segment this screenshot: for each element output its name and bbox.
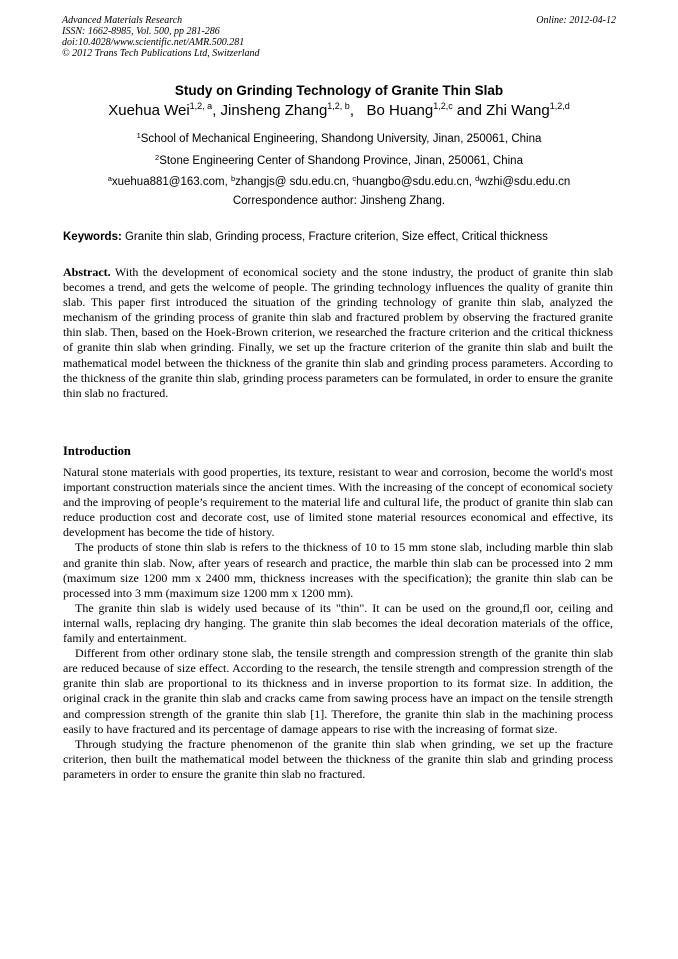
author-separator: and — [452, 102, 487, 119]
email-superscript: b — [230, 174, 236, 183]
doi-line: doi:10.4028/www.scientific.net/AMR.500.281 — [62, 37, 245, 48]
section-heading-introduction: Introduction — [63, 444, 131, 458]
email-address: wzhi@sdu.edu.cn — [479, 176, 571, 188]
paragraph: Natural stone materials with good properties, its texture, resistant to wear and corrosion, become the world's most important construction materials since the ancient times. With the increasing of the concept of economical society and the improving of people’s requirement to the material life and cultural life, the product of granite thin slab can reduce production cost and decorate cost, use of limited stone material resources economical and effective, its development has become the tide of history. — [63, 465, 613, 540]
affiliation-1 — [0, 131, 678, 145]
email-address: xuehua881@163.com, — [111, 176, 231, 188]
paper-title: Study on Grinding Technology of Granite Thin Slab — [174, 83, 504, 98]
author-list — [0, 101, 678, 119]
email-line — [0, 174, 678, 188]
abstract-label: Abstract. — [63, 265, 111, 279]
paragraph: Through studying the fracture phenomenon of the granite thin slab when grinding, we set up the fracture criterion, then built the mathematical model between the thickness of the granite thin slab and grinding process parameters in order to ensure the granite thin slab no fractured. — [63, 736, 613, 781]
introduction-body — [63, 465, 613, 782]
abstract-text: With the development of economical society and the stone industry, the product of granite thin slab becomes a trend, and gets the welcome of people. The grinding technology influences the quality of granite thin slab. This paper first introduced the situation of the grinding technology of granite thin slab, analyzed the mechanism of the grinding process of granite thin slab and fractured problem by observing the fractured granite thin slab. Then, based on the Hoek-Brown criterion, we researched the fracture criterion and the critical thickness of granite thin slab when grinding. Finally, we set up the fracture criterion of the granite thin slab and built the mathematical model between the thickness of the granite thin slab and grinding process parameters. According to the thickness of the granite thin slab, grinding process parameters can be formulated, in order to ensure the granite thin slab no fractured. — [63, 265, 613, 400]
affiliation-superscript: 2 — [155, 153, 160, 162]
abstract — [63, 265, 613, 401]
email-address: huangbo@sdu.edu.cn, — [356, 176, 476, 188]
keywords — [63, 231, 623, 243]
author-name: Jinsheng Zhang — [220, 102, 328, 119]
author-superscript: 1,2, a — [189, 101, 213, 111]
author-name: Xuehua Wei — [108, 102, 190, 119]
affiliation-superscript: 1 — [136, 131, 141, 140]
copyright-line: © 2012 Trans Tech Publications Ltd, Switzerland — [62, 48, 260, 59]
author-separator: , — [349, 102, 367, 119]
author-superscript: 1,2,c — [433, 101, 453, 111]
correspondence-line: Correspondence author: Jinsheng Zhang. — [232, 195, 446, 207]
paragraph: The products of stone thin slab is refers to the thickness of 10 to 15 mm stone slab, including marble thin slab and granite thin slab. Now, after years of research and practice, the marble thin slab can be processed into 2 mm (maximum size 1200 mm x 2400 mm, thickness increases with the specification); the granite thin slab can be processed into 3 mm (maximum size 1200 mm x 1200 mm). — [63, 540, 613, 600]
journal-name: Advanced Materials Research — [62, 15, 183, 26]
email-superscript: c — [352, 174, 357, 183]
affiliation-2 — [0, 153, 678, 167]
author-name: Bo Huang — [366, 102, 434, 119]
author-separator: , — [212, 102, 221, 119]
author-superscript: 1,2, b — [327, 101, 350, 111]
email-superscript: d — [475, 174, 480, 183]
email-address: zhangjs@ sdu.edu.cn, — [235, 176, 353, 188]
online-date: Online: 2012-04-12 — [536, 15, 616, 26]
paragraph: The granite thin slab is widely used because of its "thin". It can be used on the ground,fl oor, ceiling and internal walls, replacing dry hanging. The granite thin slab becomes the ideal decoration materials of the office, family and entertainment. — [63, 600, 613, 646]
keywords-label: Keywords: — [63, 231, 122, 243]
email-superscript: a — [107, 174, 112, 183]
affiliation-text: School of Mechanical Engineering, Shandong University, Jinan, 250061, China — [140, 133, 542, 145]
author-superscript: 1,2,d — [549, 101, 570, 111]
author-name: Zhi Wang — [486, 102, 550, 119]
issn-line: ISSN: 1662-8985, Vol. 500, pp 281-286 — [62, 26, 220, 37]
journal-header — [62, 15, 616, 59]
affiliation-text: Stone Engineering Center of Shandong Province, Jinan, 250061, China — [159, 155, 523, 167]
keywords-text: Granite thin slab, Grinding process, Fracture criterion, Size effect, Critical thickness — [121, 231, 548, 243]
paragraph: Different from other ordinary stone slab, the tensile strength and compression strength of the granite thin slab are reduced because of size effect. According to the research, the tensile strength and compression strength of the granite thin slab are proportional to its thickness and in inverse proportion to its format size. In addition, the original crack in the granite thin slab and cracks came from sawing process have an impact on the tensile strength and compression strength of the granite thin slab [1]. Therefore, the granite thin slab in the machining process easily to have fractured and its percentage of damage appears to rise with the increasing of format size. — [63, 646, 613, 736]
